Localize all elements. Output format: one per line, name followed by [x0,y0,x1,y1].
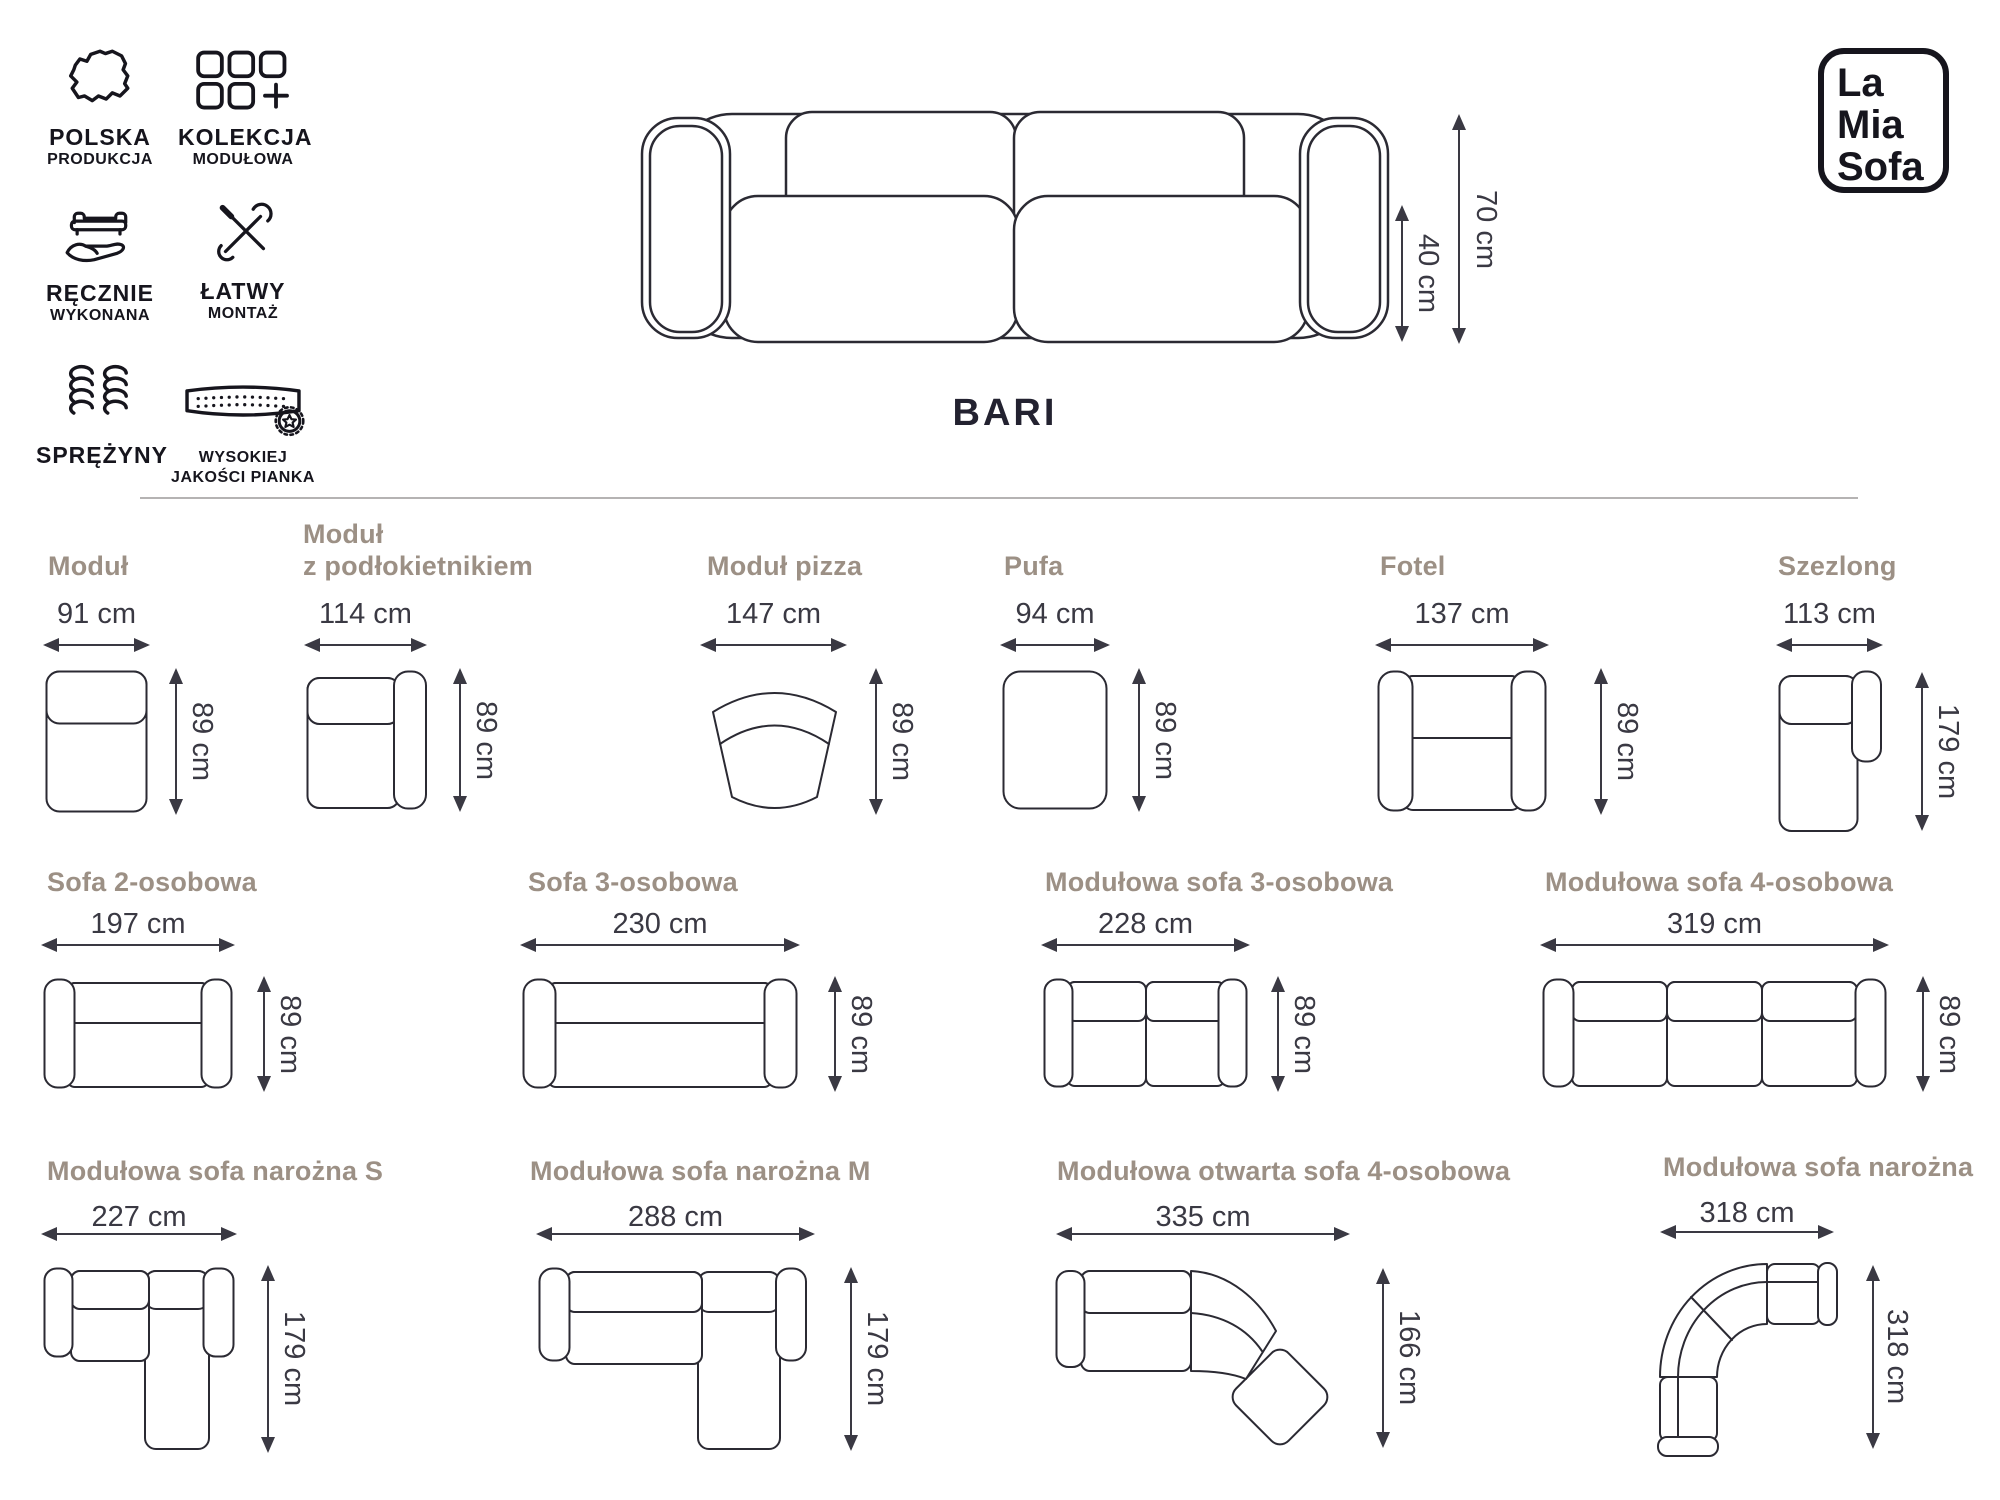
width-dimension-label: 114 cm [319,598,412,630]
depth-dimension-label: 89 cm [274,994,306,1074]
total-height-arrow [1458,116,1460,342]
width-arrow [306,644,425,646]
badge-latwy-montaz [178,198,308,324]
badge-kolekcja-modulowa [178,50,313,170]
module-armrest-top-view-diagram [306,670,428,810]
badge-line2: JAKOŚCI PIANKA [171,469,315,486]
modules-plus-icon [193,50,293,116]
width-dimension-label: 91 cm [57,598,136,630]
width-dimension-label: 227 cm [91,1201,187,1233]
depth-arrow [263,978,265,1090]
depth-dimension-label: 179 cm [278,1311,310,1407]
sofa-top-view-diagram [43,978,233,1090]
badge-polska-produkcja [36,42,164,170]
width-dimension-label: 147 cm [725,598,822,630]
logo-line: Mia [1837,103,1904,147]
width-dimension-label: 197 cm [90,908,186,940]
poland-map-icon [61,42,139,116]
seat-height-label: 40 cm [1412,234,1444,313]
module-name-label: Pufa [1004,551,1064,581]
depth-dimension-label: 89 cm [886,702,918,781]
badge-sprezyny [36,366,168,468]
depth-dimension-label: 89 cm [1611,702,1643,781]
pizza-module-top-view-diagram [702,670,847,813]
depth-arrow [1277,978,1279,1090]
module-top-view-diagram [45,670,148,813]
seat-height-arrow [1401,207,1403,340]
module-name-label: Fotel [1380,551,1446,581]
open-sofa-top-view-diagram [1055,1267,1348,1449]
depth-dimension-label: 89 cm [845,994,877,1074]
width-arrow [1662,1231,1832,1233]
depth-arrow [1600,670,1602,813]
depth-dimension-label: 179 cm [1932,703,1964,800]
depth-arrow [875,670,877,813]
badge-line2: MODUŁOWA [192,151,294,169]
width-dimension-label: 94 cm [1015,598,1095,630]
foam-quality-icon [177,378,309,440]
width-arrow [1043,944,1248,946]
depth-dimension-label: 89 cm [1288,994,1320,1074]
depth-arrow [175,670,177,813]
depth-arrow [834,978,836,1090]
width-dimension-label: 335 cm [1155,1201,1251,1233]
foam-dots [197,395,286,408]
depth-dimension-label: 89 cm [470,700,502,780]
badge-line1: WYSOKIEJ [198,449,288,466]
curved-corner-sofa-top-view-diagram [1658,1263,1840,1455]
depth-arrow [850,1269,852,1449]
module-name-label: Szezlong [1778,551,1897,581]
module-name-label: Modułowa sofa 3-osobowa [1045,867,1394,897]
total-height-label: 70 cm [1470,189,1502,269]
badge-recznie-wykonana [36,196,164,326]
pouf-top-view-diagram [1002,670,1108,810]
crossed-tools-icon [208,198,278,270]
depth-dimension-label: 318 cm [1881,1309,1913,1405]
badge-line1: SPRĘŻYNY [36,442,168,468]
width-dimension-label: 288 cm [627,1201,724,1233]
module-name-label: Modułowa otwarta sofa 4-osobowa [1057,1156,1511,1186]
depth-dimension-label: 89 cm [1933,994,1965,1074]
width-arrow [702,644,845,646]
badge-line2: WYKONANA [50,307,150,325]
badge-line1: ŁATWY [200,278,286,304]
module-name-label: Sofa 3-osobowa [528,867,738,897]
corner-sofa-top-view-diagram [43,1267,235,1451]
badge-line2: MONTAŻ [207,305,279,323]
depth-arrow [1922,978,1924,1090]
sofa-in-hand-icon [60,196,140,272]
depth-dimension-label: 166 cm [1393,1310,1425,1406]
depth-arrow [1382,1270,1384,1446]
armchair-top-view-diagram [1377,670,1547,813]
depth-dimension-label: 89 cm [186,702,218,781]
depth-dimension-label: 89 cm [1149,700,1181,780]
width-dimension-label: 137 cm [1414,598,1510,630]
module-name-label: Modułowa sofa narożna S [47,1156,384,1186]
module-name-label: Moduł pizza [707,551,863,581]
width-dimension-label: 228 cm [1097,908,1194,940]
logo-line: Sofa [1837,145,1924,189]
width-arrow [522,944,798,946]
depth-arrow [1921,674,1923,829]
section-divider [140,497,1858,499]
width-dimension-label: 319 cm [1666,908,1763,940]
logo-line: La [1837,61,1884,105]
width-dimension-label: 113 cm [1783,598,1876,630]
badge-wysokiej-jakosci-pianka [168,378,318,488]
depth-dimension-label: 179 cm [861,1311,893,1407]
sofa-front-view-drawing [640,110,1390,344]
badge-line1: RĘCZNIE [46,280,154,306]
depth-arrow [1138,670,1140,810]
modular-sofa-top-view-diagram [1043,978,1248,1090]
depth-arrow [267,1267,269,1451]
badge-line2: PRODUKCJA [47,151,153,169]
module-name-label: Modułowa sofa narożna [1663,1152,1974,1182]
depth-arrow [1872,1267,1874,1447]
depth-arrow [459,670,461,810]
width-dimension-label: 318 cm [1699,1197,1795,1229]
width-arrow [43,1233,235,1235]
module-name-label: Moduł z podłokietnikiem [303,519,533,581]
badge-line1: KOLEKCJA [178,124,313,150]
modular-sofa-top-view-diagram [1542,978,1887,1090]
module-name-label: Modułowa sofa narożna M [530,1156,871,1186]
sofa-top-view-diagram [522,978,798,1090]
width-arrow [1058,1233,1348,1235]
width-arrow [45,644,148,646]
width-dimension-label: 230 cm [612,908,708,940]
corner-sofa-top-view-diagram [538,1267,816,1451]
brand-logo [1818,48,1949,193]
module-name-label: Modułowa sofa 4-osobowa [1545,867,1894,897]
chaise-top-view-diagram [1778,670,1883,833]
width-arrow [1002,644,1108,646]
collection-title: BARI [952,392,1058,434]
springs-icon [63,366,137,434]
width-arrow [538,1233,813,1235]
width-arrow [1542,944,1887,946]
width-arrow [1778,644,1881,646]
module-name-label: Sofa 2-osobowa [47,867,257,897]
badge-line1: POLSKA [49,124,151,150]
module-name-label: Moduł [48,551,129,581]
width-arrow [1377,644,1547,646]
width-arrow [43,944,233,946]
